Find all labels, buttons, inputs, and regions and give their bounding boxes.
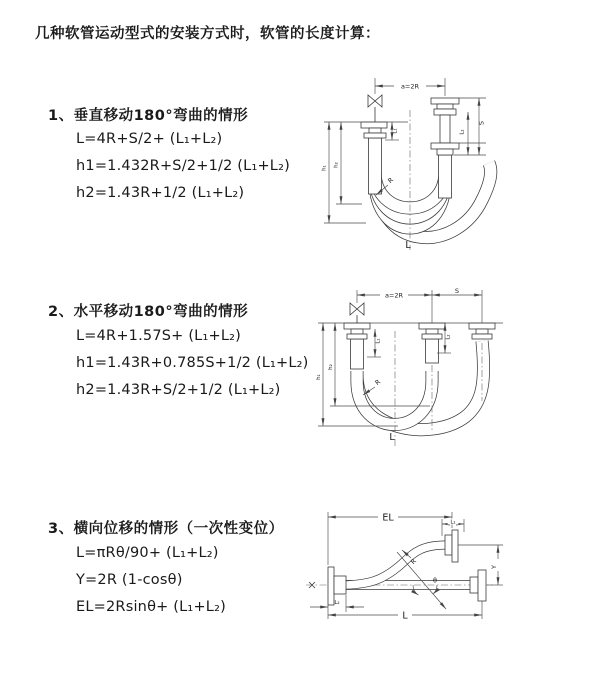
upper-right-flange (445, 530, 458, 562)
dim-label-l2: L₂ (445, 334, 452, 340)
length-label: L (402, 610, 408, 622)
section-3-formula-y: Y=2R (1-cosθ) (76, 572, 183, 588)
braided-hose-section (351, 339, 364, 369)
dim-label-h2: h₂ (333, 162, 340, 168)
dim-label-a2r: a=2R (400, 82, 420, 91)
hose-s-curve (346, 545, 446, 585)
length-label: L (389, 432, 395, 443)
section-3-formula-el: EL=2Rsinθ+ (L₁+L₂) (76, 599, 226, 615)
dim-label-l2: L₂ (459, 129, 466, 135)
radius-label: R (373, 377, 383, 387)
middle-fitting (419, 323, 445, 363)
dim-label-a2r: a=2R (384, 291, 404, 300)
section-1-formula-l: L=4R+S/2+ (L₁+L₂) (76, 131, 223, 147)
section-2-formula-h1: h1=1.43R+0.785S+1/2 (L₁+L₂) (76, 355, 309, 371)
diagram-2-horizontal-180-bend (313, 281, 509, 453)
dim-label-s: S (477, 120, 486, 126)
section-2-formula-l: L=4R+1.57S+ (L₁+L₂) (76, 328, 241, 344)
right-fitting (469, 323, 495, 339)
section-3-formula-l: L=πRθ/90+ (L₁+L₂) (76, 545, 219, 561)
dim-label-l1: L₁ (392, 128, 399, 134)
braided-hose-section (439, 155, 452, 198)
diagram-1-vertical-180-bend (316, 68, 502, 256)
section-1-formula-h1: h1=1.432R+S/2+1/2 (L₁+L₂) (76, 158, 290, 174)
page-title: 几种软管运动型式的安装方式时，软管的长度计算： (35, 26, 380, 42)
braided-hose-section (369, 138, 382, 194)
hose-u-curves (375, 163, 491, 238)
dim-label-el: EL (382, 512, 394, 524)
dim-label-h2: h₂ (328, 364, 334, 370)
dim-label-h1: h₁ (321, 165, 328, 171)
length-label: L (405, 240, 411, 251)
section-1-heading: 1、垂直移动180°弯曲的情形 (48, 108, 249, 124)
section-3-heading: 3、横向位移的情形（一次性变位） (48, 521, 284, 537)
dim-label-l2: L₂ (334, 600, 340, 606)
radius-label: R (409, 557, 419, 567)
dim-label-l1: L₁ (450, 519, 456, 526)
dim-label-y: Y (490, 565, 498, 569)
section-2-heading: 2、水平移动180°弯曲的情形 (48, 304, 249, 320)
lower-right-flange (470, 570, 486, 601)
valve-icon (368, 95, 382, 122)
valve-icon (350, 303, 364, 323)
theta-label: θ (433, 576, 437, 585)
section-1-formula-h2: h2=1.43R+1/2 (L₁+L₂) (76, 185, 245, 201)
diagram-3-lateral-displacement (298, 488, 510, 650)
dim-label-s: S (454, 286, 460, 295)
section-2-formula-h2: h2=1.43R+S/2+1/2 (L₁+L₂) (76, 382, 281, 398)
right-fitting (431, 98, 459, 198)
dim-label-l1: L₁ (375, 338, 382, 344)
dim-label-h1: h₁ (316, 374, 322, 380)
left-fitting (344, 323, 370, 369)
braided-hose-section (426, 339, 439, 363)
radius-label: R (386, 175, 396, 185)
